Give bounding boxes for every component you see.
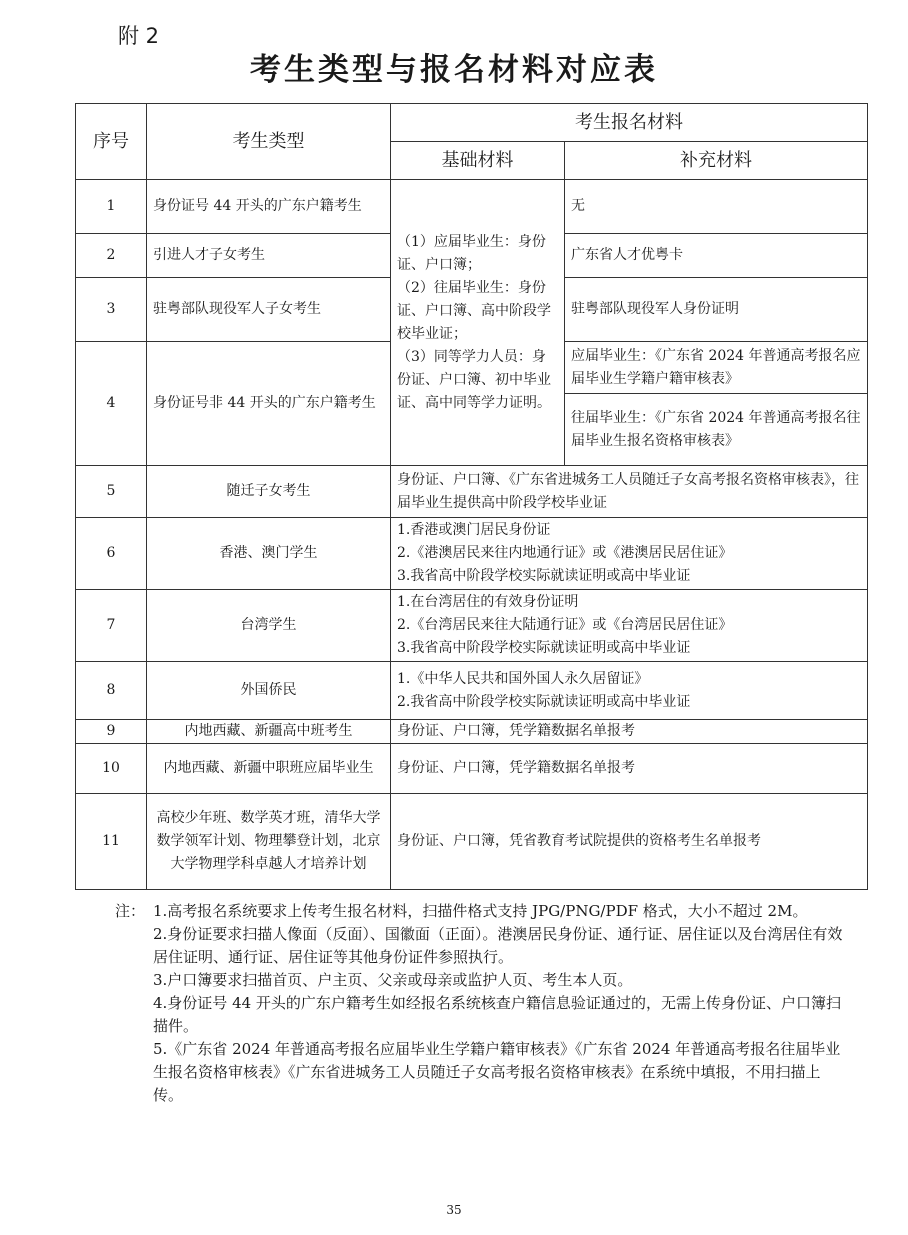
student-type: 内地西藏、新疆高中班考生 bbox=[147, 720, 391, 744]
supplement-material: 无 bbox=[565, 180, 868, 234]
basic-materials bbox=[391, 180, 565, 466]
row-number: 4 bbox=[76, 342, 147, 466]
student-type: 高校少年班、数学英才班，清华大学数学领军计划、物理攀登计划，北京大学物理学科卓越人才培养计划 bbox=[147, 794, 391, 890]
note-text: 5.《广东省 2024 年普通高考报名应届毕业生学籍户籍审核表》《广东省 2024 年普通高考报名往届毕业生报名资格审核表》《广东省进城务工人员随迁子女高考报名资格审核表》在系统中填报，不用扫描上传。 bbox=[153, 1040, 841, 1104]
header-supplement: 补充材料 bbox=[565, 142, 868, 180]
student-type: 随迁子女考生 bbox=[147, 466, 391, 518]
row-number: 3 bbox=[76, 278, 147, 342]
student-type: 外国侨民 bbox=[147, 662, 391, 720]
notes-prefix: 注： bbox=[115, 902, 146, 920]
supplement-material: 应届毕业生：《广东省 2024 年普通高考报名应届毕业生学籍户籍审核表》 bbox=[565, 342, 868, 394]
supplement-material: 往届毕业生：《广东省 2024 年普通高考报名往届毕业生报名资格审核表》 bbox=[565, 394, 868, 466]
table-row bbox=[76, 518, 868, 590]
materials-cell bbox=[391, 518, 868, 590]
table-row bbox=[76, 590, 868, 662]
row-number: 2 bbox=[76, 234, 147, 278]
row-number: 9 bbox=[76, 720, 147, 744]
annex-label: 附 2 bbox=[118, 24, 160, 48]
page-title: 考生类型与报名材料对应表 bbox=[250, 52, 658, 88]
table-row bbox=[76, 744, 868, 794]
row-number: 7 bbox=[76, 590, 147, 662]
material-line: 身份证、户口簿，凭学籍数据名单报考 bbox=[397, 723, 635, 739]
note-text: 3.户口簿要求扫描首页、户主页、父亲或母亲或监护人页、考生本人页。 bbox=[153, 971, 633, 989]
material-line: 1.在台湾居住的有效身份证明 bbox=[397, 594, 579, 610]
material-line: 身份证、户口簿，凭学籍数据名单报考 bbox=[397, 760, 635, 776]
basic-item: （1）应届毕业生：身份证、户口簿； bbox=[397, 233, 546, 273]
material-line: 1.香港或澳门居民身份证 bbox=[397, 522, 551, 538]
header-seq: 序号 bbox=[76, 104, 147, 180]
header-materials: 考生报名材料 bbox=[391, 104, 868, 142]
materials-cell bbox=[391, 466, 868, 518]
note-item bbox=[115, 969, 845, 992]
table-row bbox=[76, 662, 868, 720]
note-item bbox=[115, 900, 845, 923]
row-number: 8 bbox=[76, 662, 147, 720]
student-type: 内地西藏、新疆中职班应届毕业生 bbox=[147, 744, 391, 794]
basic-item: （2）往届毕业生：身份证、户口簿、高中阶段学校毕业证； bbox=[397, 279, 551, 342]
row-number: 1 bbox=[76, 180, 147, 234]
student-type: 身份证号 44 开头的广东户籍考生 bbox=[147, 180, 391, 234]
note-item bbox=[115, 1038, 845, 1107]
student-type: 台湾学生 bbox=[147, 590, 391, 662]
note-text: 2.身份证要求扫描人像面（反面）、国徽面（正面）。港澳居民身份证、通行证、居住证以及台湾居住有效居住证明、通行证、居住证等其他身份证件参照执行。 bbox=[153, 925, 843, 966]
table-row bbox=[76, 720, 868, 744]
row-number: 5 bbox=[76, 466, 147, 518]
note-item bbox=[115, 923, 845, 969]
note-text: 1.高考报名系统要求上传考生报名材料，扫描件格式支持 JPG/PNG/PDF 格式，大小不超过 2M。 bbox=[153, 902, 808, 920]
materials-cell bbox=[391, 720, 868, 744]
table-row bbox=[76, 180, 868, 234]
materials-table bbox=[75, 103, 868, 890]
material-line: 2.我省高中阶段学校实际就读证明或高中毕业证 bbox=[397, 693, 691, 710]
row-number: 6 bbox=[76, 518, 147, 590]
notes-section bbox=[115, 900, 845, 1107]
material-line: 2.《台湾居民来往大陆通行证》或《台湾居民居住证》 bbox=[397, 617, 733, 633]
materials-cell bbox=[391, 590, 868, 662]
supplement-material: 驻粤部队现役军人身份证明 bbox=[565, 278, 868, 342]
student-type: 身份证号非 44 开头的广东户籍考生 bbox=[147, 342, 391, 466]
supplement-material: 广东省人才优粤卡 bbox=[565, 234, 868, 278]
student-type: 引进人才子女考生 bbox=[147, 234, 391, 278]
materials-cell bbox=[391, 794, 868, 890]
table-row bbox=[76, 794, 868, 890]
material-line: 3.我省高中阶段学校实际就读证明或高中毕业证 bbox=[397, 640, 691, 656]
materials-cell bbox=[391, 662, 868, 720]
row-number: 10 bbox=[76, 744, 147, 794]
material-line: 3.我省高中阶段学校实际就读证明或高中毕业证 bbox=[397, 568, 691, 584]
header-type: 考生类型 bbox=[147, 104, 391, 180]
page-number: 35 bbox=[446, 1203, 462, 1217]
table-row bbox=[76, 466, 868, 518]
basic-item: （3）同等学力人员：身份证、户口簿、初中毕业证、高中同等学力证明。 bbox=[397, 348, 551, 411]
row-number: 11 bbox=[76, 794, 147, 890]
materials-cell bbox=[391, 744, 868, 794]
header-basic: 基础材料 bbox=[391, 142, 565, 180]
material-line: 1.《中华人民共和国外国人永久居留证》 bbox=[397, 670, 649, 687]
student-type: 驻粤部队现役军人子女考生 bbox=[147, 278, 391, 342]
material-line: 身份证、户口簿、《广东省进城务工人员随迁子女高考报名资格审核表》，往届毕业生提供高中阶段学校毕业证 bbox=[397, 471, 859, 511]
note-item bbox=[115, 992, 845, 1038]
material-line: 身份证、户口簿，凭省教育考试院提供的资格考生名单报考 bbox=[397, 833, 761, 849]
note-text: 4.身份证号 44 开头的广东户籍考生如经报名系统核查户籍信息验证通过的，无需上传身份证、户口簿扫描件。 bbox=[153, 994, 841, 1035]
student-type: 香港、澳门学生 bbox=[147, 518, 391, 590]
material-line: 2.《港澳居民来往内地通行证》或《港澳居民居住证》 bbox=[397, 545, 733, 561]
